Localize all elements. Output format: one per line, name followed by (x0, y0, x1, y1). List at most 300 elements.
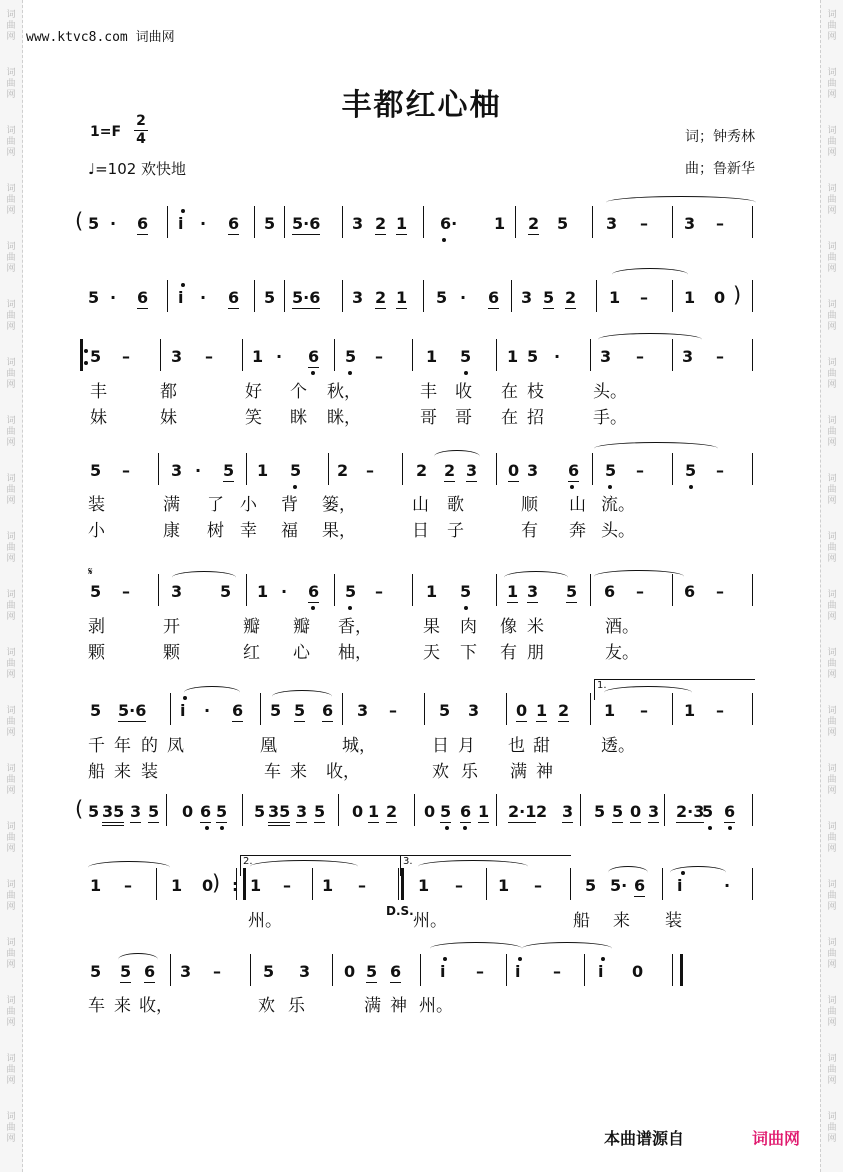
lyric-syllable: 在 (501, 408, 518, 428)
repeat-barline (680, 954, 683, 986)
note: 2 (375, 288, 387, 307)
note: 6 (460, 802, 472, 821)
note: 6· (440, 214, 458, 233)
watermark-stack: 词 曲 网 (6, 68, 16, 100)
lyric-syllable: 年 (114, 736, 131, 756)
watermark-stack: 词 曲 网 (6, 648, 16, 680)
watermark-stack: 词 曲 网 (827, 358, 837, 390)
watermark-stack: 词 曲 网 (827, 126, 837, 158)
barline (592, 453, 593, 485)
octave-dot-below (311, 606, 315, 610)
lyric-syllable: 小 (88, 521, 105, 541)
note: 6 (322, 701, 334, 720)
barline (158, 453, 159, 485)
note: 3 (521, 288, 533, 307)
note: – (476, 962, 484, 981)
barline (170, 954, 171, 986)
lyric-syllable: 丰 (90, 382, 107, 402)
note: · (281, 582, 288, 601)
octave-dot-above (518, 957, 522, 961)
barline (596, 280, 597, 312)
lyric-syllable: 子 (447, 521, 464, 541)
barline (254, 206, 255, 238)
note: 3 (682, 347, 694, 366)
note: : (232, 876, 239, 895)
score-row-row8 (0, 871, 843, 906)
lyric-syllable: 乐 (461, 762, 478, 782)
note: 1 (684, 701, 696, 720)
note: 2·1 (508, 802, 537, 821)
note: 5 (594, 802, 606, 821)
note: i (440, 962, 446, 981)
score-row-row5 (0, 582, 843, 612)
note: – (640, 288, 648, 307)
note: 5 (345, 347, 357, 366)
lyric-syllable: 满 (163, 495, 180, 515)
note: – (375, 582, 383, 601)
slur-arc (88, 861, 170, 874)
note: 3 (648, 802, 660, 821)
lyric-syllable: 心 (293, 643, 310, 663)
bracket: ) (733, 283, 742, 307)
barline (580, 794, 581, 826)
lyric-syllable: 手。 (593, 408, 627, 428)
barline (590, 693, 591, 725)
repeat-barline (80, 339, 83, 371)
note: 5 (702, 802, 714, 821)
lyric-syllable: 欢 (432, 762, 449, 782)
note: 5 (612, 802, 624, 821)
octave-dot-below (205, 826, 209, 830)
ds-marking: D.S. (386, 904, 414, 918)
barline (672, 206, 673, 238)
note: 5 (460, 582, 472, 601)
note: 6 (684, 582, 696, 601)
note: 3 (468, 701, 480, 720)
note: 5 (90, 582, 102, 601)
note: 3 (600, 347, 612, 366)
barline (752, 868, 753, 900)
lyric-syllable: 瓣 (293, 617, 310, 637)
lyric-syllable: 好 (245, 382, 262, 402)
watermark-stack: 词 曲 网 (827, 880, 837, 912)
lyric-syllable: 朋 (527, 643, 544, 663)
barline (284, 280, 285, 312)
lyric-syllable: 哥 (455, 408, 472, 428)
octave-dot-above (181, 209, 185, 213)
note: · (724, 876, 731, 895)
lyric-syllable: 开 (163, 617, 180, 637)
repeat-dot (84, 349, 88, 353)
lyric-syllable: 日 (412, 521, 429, 541)
octave-dot-below (464, 606, 468, 610)
watermark-stack: 词 曲 网 (827, 996, 837, 1028)
slur-arc (608, 866, 648, 879)
note: 1 (257, 461, 269, 480)
lyric-syllable: 果 (423, 617, 440, 637)
slur-arc (184, 686, 240, 699)
note: · (110, 288, 117, 307)
barline (672, 954, 673, 986)
barline (334, 574, 335, 606)
lyric-syllable: 颗 (163, 643, 180, 663)
barline (334, 339, 335, 371)
note: 6 (308, 582, 320, 601)
lyric-syllable: 有 (500, 643, 517, 663)
note: – (283, 876, 291, 895)
note: 5 (290, 461, 302, 480)
lyric-syllable: 神 (536, 762, 553, 782)
barline (496, 574, 497, 606)
note: – (205, 347, 213, 366)
note: 6 (724, 802, 736, 821)
note: – (640, 701, 648, 720)
note: 6 (144, 962, 156, 981)
note: – (640, 214, 648, 233)
slur-arc (434, 450, 480, 463)
note: 5 (264, 288, 276, 307)
note: · (200, 214, 207, 233)
barline (496, 794, 497, 826)
time-signature (134, 114, 148, 147)
octave-dot-above (183, 696, 187, 700)
time-denominator: 4 (136, 131, 146, 147)
note: 0 (424, 802, 436, 821)
lyric-syllable: 月 (458, 736, 475, 756)
note: 5 (88, 214, 100, 233)
note: 1 (494, 214, 506, 233)
tempo-marking (88, 158, 186, 179)
barline (496, 339, 497, 371)
note: i (178, 288, 184, 307)
barline (338, 794, 339, 826)
octave-dot-below (608, 485, 612, 489)
lyric-syllable: 装 (141, 762, 158, 782)
note: · (200, 288, 207, 307)
lyric-syllable: 满 (510, 762, 527, 782)
note: 2 (558, 701, 570, 720)
watermark-stack: 词 曲 网 (6, 416, 16, 448)
note: – (124, 876, 132, 895)
note: 0 (352, 802, 364, 821)
watermark-stack: 词 曲 网 (827, 938, 837, 970)
note: 3 (299, 962, 311, 981)
barline (260, 693, 261, 725)
note: 35 (268, 802, 290, 826)
lyric-syllable: 顺 (521, 495, 538, 515)
note: 1 (252, 347, 264, 366)
note: 6 (137, 214, 149, 233)
note: 3 (527, 582, 539, 601)
watermark-stack: 词 曲 网 (6, 10, 16, 42)
barline (250, 954, 251, 986)
time-numerator: 2 (136, 113, 146, 129)
barline (496, 453, 497, 485)
lyric-syllable: 丰 (420, 382, 437, 402)
note: 5 (566, 582, 578, 601)
barline (752, 339, 753, 371)
watermark-stack: 词 曲 网 (6, 184, 16, 216)
barline (511, 280, 512, 312)
note: 1 (536, 701, 548, 720)
slur-arc (598, 333, 702, 346)
barline (167, 280, 168, 312)
note: – (122, 461, 130, 480)
barline (752, 453, 753, 485)
source-label: 本曲谱源自 (604, 1129, 685, 1148)
note: 5 (345, 582, 357, 601)
note: · (195, 461, 202, 480)
bracket: ( (75, 209, 84, 233)
watermark-stack: 词 曲 网 (827, 706, 837, 738)
note: 5 (543, 288, 555, 307)
lyric-syllable: 船 (88, 762, 105, 782)
watermark-stack: 词 曲 网 (827, 590, 837, 622)
lyric-syllable: 城， (342, 736, 376, 756)
barline (752, 794, 753, 826)
watermark-stack: 词 曲 网 (827, 532, 837, 564)
note: 5 (88, 288, 100, 307)
watermark-stack: 词 曲 网 (6, 938, 16, 970)
note: 1 (426, 347, 438, 366)
watermark-stack: 词 曲 网 (827, 822, 837, 854)
note: 0 (714, 288, 726, 307)
note: 6 (228, 288, 240, 307)
note: 3 (130, 802, 142, 821)
note: – (636, 582, 644, 601)
lyric-syllable: 下 (460, 643, 477, 663)
lyric-syllable: 车 (88, 996, 105, 1016)
octave-dot-above (443, 957, 447, 961)
watermark-stack: 词 曲 网 (6, 1054, 16, 1086)
watermark-stack: 词 曲 网 (6, 126, 16, 158)
note: 5 (294, 701, 306, 720)
note: 2 (337, 461, 349, 480)
lyric-syllable: 在 (501, 382, 518, 402)
lyric-syllable: 招 (527, 408, 544, 428)
note: 0 (182, 802, 194, 821)
note: 0 (630, 802, 642, 821)
note: 2 (386, 802, 398, 821)
note: 3 (296, 802, 308, 821)
barline (590, 574, 591, 606)
watermark-stack: 词 曲 网 (6, 358, 16, 390)
note: 6 (308, 347, 320, 366)
lyric-syllable: 康 (163, 521, 180, 541)
note: 5 (270, 701, 282, 720)
score-row-row2 (0, 283, 843, 318)
note: 5· (610, 876, 628, 895)
octave-dot-below (728, 826, 732, 830)
barline (158, 574, 159, 606)
barline (424, 693, 425, 725)
octave-dot-below (463, 826, 467, 830)
note: i (178, 214, 184, 233)
note: 1 (478, 802, 490, 821)
volta-bracket-volta1: 1. (594, 679, 755, 700)
lyric-syllable: 枝 (527, 382, 544, 402)
bracket: ) (212, 871, 221, 895)
note: – (636, 347, 644, 366)
watermark-stack: 词 曲 网 (6, 822, 16, 854)
key-signature: 1=F (90, 124, 122, 140)
octave-dot-below (220, 826, 224, 830)
barline (412, 574, 413, 606)
note: 1 (426, 582, 438, 601)
watermark-stack: 词 曲 网 (827, 416, 837, 448)
barline (752, 280, 753, 312)
note: 3 (357, 701, 369, 720)
watermark-stack: 词 曲 网 (6, 590, 16, 622)
lyric-syllable: 篓， (322, 495, 356, 515)
lyric-syllable: 神 (390, 996, 407, 1016)
barline (402, 453, 403, 485)
lyric-syllable: 有 (521, 521, 538, 541)
note: 0 (344, 962, 356, 981)
watermark-stack: 词 曲 网 (827, 68, 837, 100)
lyric-syllable: 装 (665, 911, 682, 931)
note: – (375, 347, 383, 366)
note: · (554, 347, 561, 366)
lyric-syllable: 剥 (88, 617, 105, 637)
note: 5 (88, 802, 100, 821)
barline (662, 868, 663, 900)
barline (412, 339, 413, 371)
octave-dot-below (348, 606, 352, 610)
lyric-syllable: 妹 (160, 408, 177, 428)
composer-credit: 曲；鲁新华 (685, 161, 755, 177)
octave-dot-below (293, 485, 297, 489)
note: 6 (634, 876, 646, 895)
barline (170, 693, 171, 725)
lyric-syllable: 船 (573, 911, 590, 931)
barline (246, 574, 247, 606)
note: 1 (396, 288, 408, 307)
lyric-syllable: 欢 (258, 996, 275, 1016)
note: 2 (444, 461, 456, 480)
note: 5 (90, 701, 102, 720)
note: 1 (507, 347, 519, 366)
watermark-stack: 词 曲 网 (827, 764, 837, 796)
bracket: ( (75, 797, 84, 821)
lyric-syllable: 来 (114, 996, 131, 1016)
note: 3 (466, 461, 478, 480)
watermark-stack: 词 曲 网 (6, 706, 16, 738)
lyric-syllable: 果， (322, 521, 356, 541)
watermark-stack: 词 曲 网 (827, 1112, 837, 1144)
quarter-note-icon: ♩ (88, 160, 96, 178)
watermark-stack: 词 曲 网 (827, 300, 837, 332)
note: i (677, 876, 683, 895)
lyric-syllable: 都 (160, 382, 177, 402)
note: 1 (507, 582, 519, 601)
slur-arc (430, 942, 522, 955)
note: 0 (508, 461, 520, 480)
volta-bracket-volta2: 2. (240, 855, 403, 876)
barline (506, 693, 507, 725)
note: – (122, 582, 130, 601)
lyric-syllable: 了 (207, 495, 224, 515)
lyric-syllable: 收， (326, 762, 360, 782)
lyric-syllable: 州。 (248, 911, 282, 931)
lyric-syllable: 颗 (88, 643, 105, 663)
lyric-syllable: 奔 (569, 521, 586, 541)
site-url: www.ktvc8.com 词曲网 (26, 30, 175, 45)
note: 5 (527, 347, 539, 366)
note: – (636, 461, 644, 480)
barline (246, 453, 247, 485)
note: 6 (228, 214, 240, 233)
barline (420, 954, 421, 986)
note: 1 (396, 214, 408, 233)
lyric-syllable: 来 (613, 911, 630, 931)
note: 1 (171, 876, 183, 895)
barline (672, 280, 673, 312)
lyric-syllable: 来 (114, 762, 131, 782)
slur-arc (272, 690, 332, 703)
note: 35 (102, 802, 124, 826)
note: i (515, 962, 521, 981)
note: 6 (200, 802, 212, 821)
slur-arc (594, 442, 718, 455)
note: · (276, 347, 283, 366)
note: 3 (684, 214, 696, 233)
segno-sign: 𝄋 (88, 565, 93, 578)
note: 5 (440, 802, 452, 821)
slur-arc (670, 866, 726, 879)
note: 1 (257, 582, 269, 601)
barline (242, 794, 243, 826)
slur-arc (118, 953, 158, 966)
lyric-syllable: 背 (281, 495, 298, 515)
note: 3 (180, 962, 192, 981)
note: 1 (498, 876, 510, 895)
note: 0 (202, 876, 214, 895)
lyric-syllable: 福 (281, 521, 298, 541)
barline (414, 794, 415, 826)
barline (592, 206, 593, 238)
note: 5·6 (292, 288, 321, 307)
note: 0 (516, 701, 528, 720)
lyric-syllable: 头。 (601, 521, 635, 541)
lyric-syllable: 香， (338, 617, 372, 637)
note: 6 (604, 582, 616, 601)
lyric-syllable: 透。 (601, 736, 635, 756)
note: 3 (352, 288, 364, 307)
watermark-stack: 词 曲 网 (827, 184, 837, 216)
note: 5 (216, 802, 228, 821)
barline (160, 339, 161, 371)
octave-dot-below (311, 371, 315, 375)
barline (423, 206, 424, 238)
note: 5 (264, 214, 276, 233)
note: i (598, 962, 604, 981)
octave-dot-below (445, 826, 449, 830)
watermark-stack: 词 曲 网 (827, 1054, 837, 1086)
lyric-syllable: 甜 (533, 736, 550, 756)
note: 6 (568, 461, 580, 480)
lyric-syllable: 小 (240, 495, 257, 515)
tempo-text: =102 欢快地 (95, 160, 187, 178)
lyric-syllable: 歌 (447, 495, 464, 515)
lyric-syllable: 妹 (90, 408, 107, 428)
note: 5 (90, 347, 102, 366)
lyric-syllable: 山 (412, 495, 429, 515)
lyric-syllable: 凰 (260, 736, 277, 756)
note: 5 (557, 214, 569, 233)
lyric-syllable: 天 (423, 643, 440, 663)
lyric-syllable: 柚， (338, 643, 372, 663)
